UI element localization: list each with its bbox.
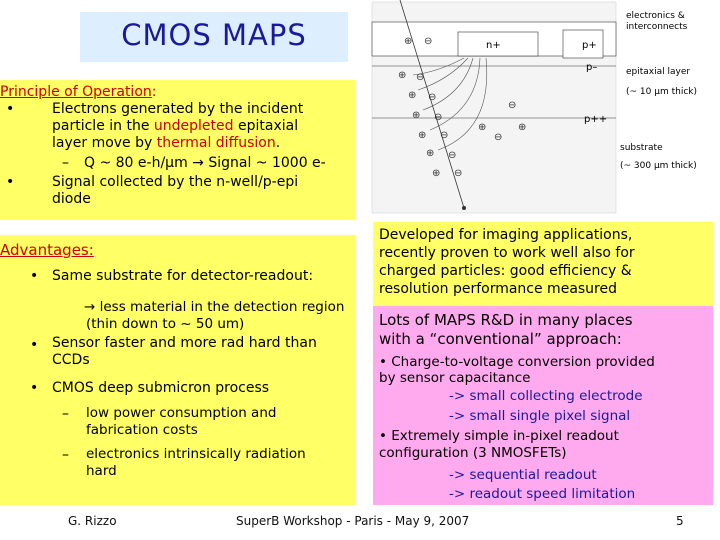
advantage-item-3-sub-2-line-1: electronics intrinsically radiation	[86, 446, 306, 462]
bullet-dot: •	[30, 268, 39, 284]
epitaxial-label: epitaxial layer	[626, 67, 691, 77]
maps-item-2-line-1: • Extremely simple in-pixel readout	[379, 428, 619, 444]
principle-text-2: particle in the undepleted epitaxial	[52, 118, 299, 134]
bullet-dot: •	[6, 101, 15, 117]
svg-text:⊖: ⊖	[416, 72, 425, 83]
svg-text:⊖: ⊖	[454, 168, 463, 179]
developed-line-1: Developed for imaging applications,	[379, 227, 633, 243]
advantage-item-2-line-1: Sensor faster and more rad hard than	[52, 335, 317, 351]
svg-text:⊕: ⊕	[412, 110, 421, 121]
svg-text:⊖: ⊖	[428, 92, 437, 103]
principle-text-4: Signal collected by the n-well/p-epi	[52, 174, 299, 190]
maps-item-2-sub-2: -> readout speed limitation	[449, 486, 636, 502]
maps-item-1-line-1: • Charge-to-voltage conversion provided	[379, 354, 655, 370]
svg-text:⊖: ⊖	[424, 36, 433, 47]
title-box	[80, 12, 348, 62]
advantages-heading: Advantages:	[0, 241, 94, 259]
slide-title: CMOS MAPS	[121, 18, 307, 52]
bullet-dot: •	[30, 337, 39, 353]
svg-text:⊖: ⊖	[448, 150, 457, 161]
developed-box	[373, 222, 713, 306]
n-plus-label: n+	[486, 40, 501, 51]
footer-event: SuperB Workshop - Paris - May 9, 2007	[236, 514, 470, 528]
p-minus-label: p–	[586, 62, 598, 73]
bullet-dot: •	[6, 174, 15, 190]
maps-item-1-sub-1: -> small collecting electrode	[449, 388, 643, 404]
substrate-label: substrate	[620, 143, 663, 153]
developed-line-2: recently proven to work well also for	[379, 245, 635, 261]
advantages-box	[0, 235, 355, 505]
svg-text:⊖: ⊖	[440, 130, 449, 141]
advantage-item-1-sub-1: → less material in the detection region	[84, 299, 345, 315]
svg-text:⊖: ⊖	[434, 112, 443, 123]
advantage-item-1: Same substrate for detector-readout:	[52, 268, 314, 284]
dash: –	[62, 447, 69, 463]
svg-text:⊕: ⊕	[398, 70, 407, 81]
dash: –	[62, 406, 69, 422]
developed-line-3: charged particles: good efficiency &	[379, 263, 632, 279]
svg-text:⊕: ⊕	[426, 148, 435, 159]
footer-author: G. Rizzo	[68, 514, 117, 528]
principle-text-3: layer move by thermal diffusion.	[52, 135, 281, 151]
maps-item-1-sub-2: -> small single pixel signal	[449, 408, 631, 424]
svg-text:⊕: ⊕	[408, 90, 417, 101]
advantage-item-3-sub-1-line-2: fabrication costs	[86, 422, 198, 438]
advantage-item-2-line-2: CCDs	[52, 352, 90, 368]
maps-item-2-line-2: configuration (3 NMOSFETs)	[379, 445, 567, 461]
svg-text:⊖: ⊖	[508, 100, 517, 111]
advantage-item-3-sub-1-line-1: low power consumption and	[86, 405, 277, 421]
maps-item-2-sub-1: -> sequential readout	[449, 467, 597, 483]
maps-diagram	[368, 0, 720, 215]
principle-text-1: Electrons generated by the incident	[52, 101, 304, 117]
p-plus-label: p+	[582, 40, 597, 51]
bullet-dot: •	[30, 380, 39, 396]
svg-text:⊕: ⊕	[518, 122, 527, 133]
svg-text:⊕: ⊕	[478, 122, 487, 133]
signal-estimate: Q ~ 80 e-h/µm → Signal ~ 1000 e-	[84, 155, 326, 171]
substrate-thickness: (~ 300 µm thick)	[620, 161, 697, 171]
page-number: 5	[676, 514, 684, 528]
maps-item-1-line-2: by sensor capacitance	[379, 370, 531, 386]
advantage-item-3-sub-2-line-2: hard	[86, 463, 117, 479]
svg-text:⊕: ⊕	[432, 168, 441, 179]
advantage-item-1-sub-2: (thin down to ~ 50 um)	[86, 316, 245, 332]
epitaxial-thickness: (~ 10 µm thick)	[626, 87, 697, 97]
dash: –	[62, 155, 69, 171]
maps-rnd-box	[373, 306, 713, 505]
maps-heading-line-1: Lots of MAPS R&D in many places	[379, 311, 633, 329]
principle-box	[0, 80, 355, 220]
svg-text:⊖: ⊖	[494, 132, 503, 143]
interconnects-label: interconnects	[626, 22, 688, 32]
advantage-item-3: CMOS deep submicron process	[52, 380, 270, 396]
developed-line-4: resolution performance measured	[379, 281, 618, 297]
svg-text:⊕: ⊕	[418, 130, 427, 141]
principle-heading-line: Principle of Operation:	[0, 84, 157, 100]
principle-heading: Principle of Operation	[0, 84, 152, 100]
electronics-label: electronics &	[626, 11, 685, 21]
svg-text:⊕: ⊕	[404, 36, 413, 47]
maps-heading-line-2: with a “conventional” approach:	[379, 330, 622, 348]
p-plusplus-label: p++	[584, 114, 608, 125]
principle-text-5: diode	[52, 191, 91, 207]
